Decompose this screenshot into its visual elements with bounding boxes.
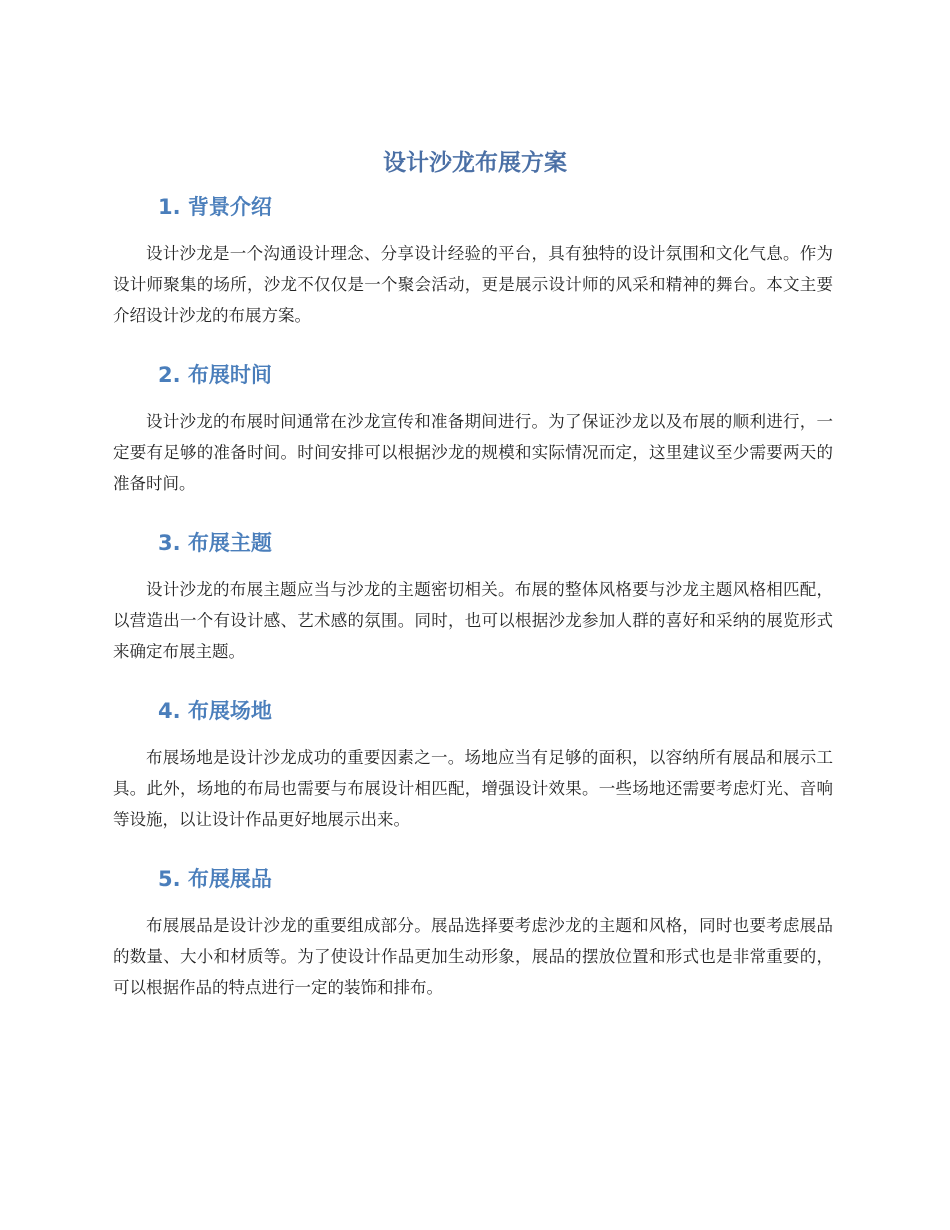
section-paragraph: 设计沙龙的布展主题应当与沙龙的主题密切相关。布展的整体风格要与沙龙主题风格相匹配，以营造出一个有设计感、艺术感的氛围。同时，也可以根据沙龙参加人群的喜好和采纳的展览形式来确定布展主题。 [113,580,833,661]
section-venue [113,696,833,835]
section-paragraph: 设计沙龙的布展时间通常在沙龙宣传和准备期间进行。为了保证沙龙以及布展的顺利进行，一定要有足够的准备时间。时间安排可以根据沙龙的规模和实际情况而定，这里建议至少需要两天的准备时间。 [113,412,833,493]
section-paragraph: 设计沙龙是一个沟通设计理念、分享设计经验的平台，具有独特的设计氛围和文化气息。作为设计师聚集的场所，沙龙不仅仅是一个聚会活动，更是展示设计师的风采和精神的舞台。本文主要介绍设计沙龙的布展方案。 [113,244,833,325]
section-background [113,192,833,331]
section-exhibits [113,864,833,1003]
page-title: 设计沙龙布展方案 [383,150,567,176]
section-setup-time [113,360,833,499]
section-heading: 3. 布展主题 [158,531,272,555]
section-theme [113,528,833,667]
section-paragraph: 布展展品是设计沙龙的重要组成部分。展品选择要考虑沙龙的主题和风格，同时也要考虑展品的数量、大小和材质等。为了使设计作品更加生动形象，展品的摆放位置和形式也是非常重要的，可以根据作品的特点进行一定的装饰和排布。 [113,916,833,997]
section-heading: 2. 布展时间 [158,363,272,387]
section-heading: 1. 背景介绍 [158,195,272,219]
section-heading: 5. 布展展品 [158,867,272,891]
section-paragraph: 布展场地是设计沙龙成功的重要因素之一。场地应当有足够的面积，以容纳所有展品和展示工具。此外，场地的布局也需要与布展设计相匹配，增强设计效果。一些场地还需要考虑灯光、音响等设施，以让设计作品更好地展示出来。 [113,748,833,829]
section-heading: 4. 布展场地 [158,699,272,723]
